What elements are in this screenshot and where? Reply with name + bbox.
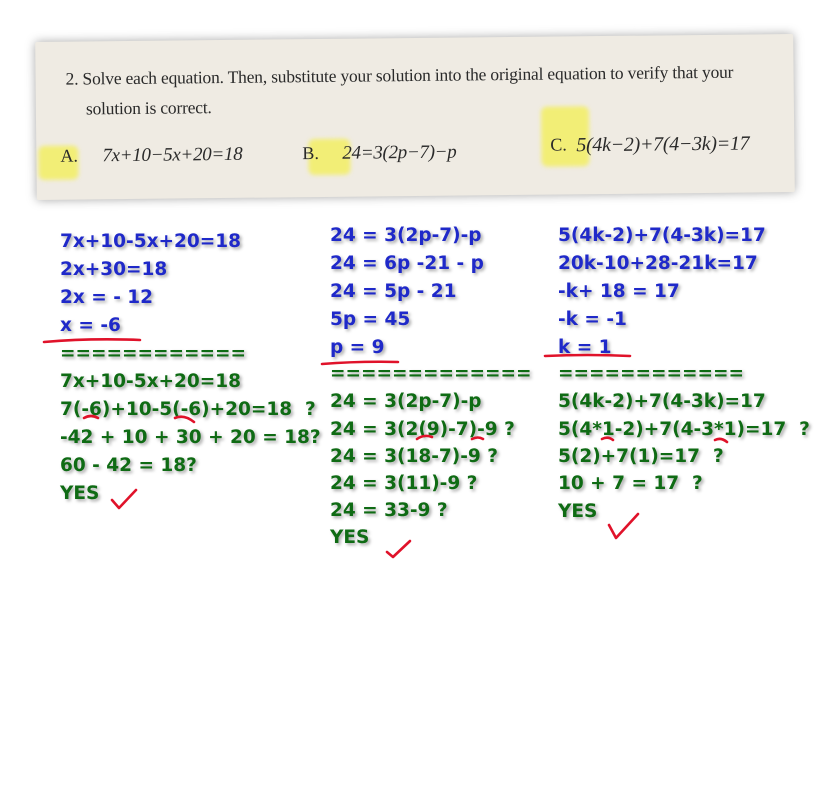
verdict-b: YES (330, 527, 370, 548)
equation-c: 5(4k−2)+7(4−3k)=17 (576, 132, 750, 157)
problem-line-2: solution is correct. (85, 97, 212, 119)
check-c-1: 5(4k-2)+7(4-3k)=17 (558, 391, 766, 412)
underline-answer-c (545, 355, 630, 356)
check-a-4: 60 - 42 = 18? (60, 455, 197, 476)
step-c-2: 20k-10+28-21k=17 (558, 253, 758, 274)
answer-a: x = -6 (60, 315, 121, 336)
underline-sub-b1 (417, 436, 432, 439)
check-c-4: 10 + 7 = 17 ? (558, 473, 703, 494)
check-b-2: 24 = 3(2(9)-7)-9 ? (330, 419, 515, 440)
underline-sub-a2 (175, 417, 194, 422)
checkmark-icon (387, 541, 410, 557)
check-a-3: -42 + 10 + 30 + 20 = 18? (60, 427, 321, 448)
divider-b: ============= (330, 363, 532, 384)
verdict-c: YES (558, 501, 598, 522)
label-c: C. (550, 134, 567, 155)
check-b-1: 24 = 3(2p-7)-p (330, 391, 482, 412)
answer-c: k = 1 (558, 337, 612, 358)
verdict-a: YES (60, 483, 100, 504)
underline-sub-c2 (715, 439, 727, 442)
divider-c: ============ (558, 363, 745, 384)
check-a-2: 7(-6)+10-5(-6)+20=18 ? (60, 399, 316, 420)
underline-sub-a1 (84, 416, 98, 418)
step-b-4: 5p = 45 (330, 309, 411, 330)
underline-answer-a (44, 339, 140, 342)
step-c-3: -k+ 18 = 17 (558, 281, 680, 302)
underline-sub-b2 (472, 438, 483, 440)
label-a: A. (60, 145, 78, 166)
step-b-3: 24 = 5p - 21 (330, 281, 457, 302)
checkmark-icon (609, 514, 638, 538)
step-b-1: 24 = 3(2p-7)-p (330, 225, 482, 246)
answer-b: p = 9 (330, 337, 385, 358)
divider-a: ============ (60, 343, 247, 364)
step-a-2: 2x+30=18 (60, 259, 168, 280)
check-b-3: 24 = 3(18-7)-9 ? (330, 446, 498, 467)
check-c-2: 5(4*1-2)+7(4-3*1)=17 ? (558, 419, 810, 440)
equation-a: 7x+10−5x+20=18 (102, 143, 243, 167)
label-b: B. (302, 143, 319, 164)
step-c-1: 5(4k-2)+7(4-3k)=17 (558, 225, 766, 246)
problem-line-1: 2. Solve each equation. Then, substitute your solution into the original equation to verify that your (65, 61, 734, 89)
checkmark-icon (112, 490, 136, 508)
equation-b: 24=3(2p−7)−p (342, 141, 457, 164)
step-b-2: 24 = 6p -21 - p (330, 253, 484, 274)
underline-sub-c1 (602, 438, 613, 440)
step-a-1: 7x+10-5x+20=18 (60, 231, 242, 252)
check-c-3: 5(2)+7(1)=17 ? (558, 446, 724, 467)
check-a-1: 7x+10-5x+20=18 (60, 371, 242, 392)
step-c-4: -k = -1 (558, 309, 627, 330)
check-b-5: 24 = 33-9 ? (330, 500, 448, 521)
step-a-3: 2x = - 12 (60, 287, 154, 308)
check-b-4: 24 = 3(11)-9 ? (330, 473, 478, 494)
underline-answer-b (322, 362, 398, 364)
